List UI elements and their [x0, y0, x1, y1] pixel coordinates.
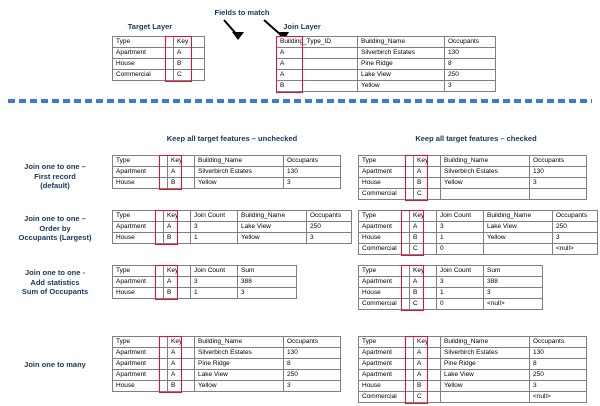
cell: A [174, 48, 205, 59]
table-header-row [113, 266, 297, 277]
table-row [359, 299, 543, 310]
cell: Silverbirch Estates [195, 348, 284, 359]
table-header-row [277, 37, 496, 48]
cell: Silverbirch Estates [441, 348, 530, 359]
table-row [359, 277, 543, 288]
cell: B [168, 178, 195, 189]
row-label-line: Order by [39, 223, 71, 233]
col-header: Type [113, 266, 164, 277]
col-header: Type [113, 156, 168, 167]
cell: A [168, 370, 195, 381]
cell: Apartment [359, 167, 414, 178]
table-row [277, 81, 496, 92]
cell: A [277, 70, 358, 81]
col-header: Occupants [307, 211, 352, 222]
cell: Apartment [113, 277, 164, 288]
cell: 1 [437, 233, 484, 244]
col-header: Key [164, 211, 191, 222]
table-row [113, 222, 352, 233]
cell: Lake View [238, 222, 307, 233]
cell: Commercial [113, 70, 174, 81]
col-header: Occupants [530, 337, 587, 348]
cell: B [164, 233, 191, 244]
cell: 130 [284, 167, 341, 178]
join-layer-label: Join Layer [283, 22, 321, 31]
col-header: Building_Name [441, 337, 530, 348]
table-header-row [359, 266, 543, 277]
column-header-checked: Keep all target features – checked [415, 134, 537, 143]
cell: Commercial [359, 392, 414, 403]
cell: Yellow [358, 81, 445, 92]
table-target [112, 36, 205, 81]
cell: Lake View [484, 222, 553, 233]
table-row [359, 381, 587, 392]
cell: 250 [307, 222, 352, 233]
cell: Apartment [113, 167, 168, 178]
cell: A [277, 48, 358, 59]
cell: 388 [484, 277, 543, 288]
cell: A [164, 277, 191, 288]
col-header: Type [113, 337, 168, 348]
table-row [359, 348, 587, 359]
cell: 3 [530, 381, 587, 392]
cell: House [359, 381, 414, 392]
cell: 0 [437, 299, 484, 310]
cell [484, 244, 553, 255]
cell: 3 [484, 288, 543, 299]
cell: A [414, 370, 441, 381]
col-header: Type [359, 156, 414, 167]
cell: 250 [553, 222, 598, 233]
row-label-line: Sum of Occupants [21, 287, 89, 296]
cell: Yellow [441, 178, 530, 189]
cell: C [414, 392, 441, 403]
col-header: Building_Name [484, 211, 553, 222]
table-header-row [113, 156, 341, 167]
target-layer-label: Target Layer [127, 22, 173, 31]
cell: A [414, 348, 441, 359]
col-header: Occupants [445, 37, 496, 48]
table-header-row [113, 337, 341, 348]
cell: B [414, 178, 441, 189]
cell: A [410, 222, 437, 233]
cell: House [113, 381, 168, 392]
cell: 1 [437, 288, 484, 299]
col-header: Building_Name [195, 337, 284, 348]
col-header: Building_Name [358, 37, 445, 48]
cell: Apartment [359, 348, 414, 359]
row-label-join-one-to-one-order-by [0, 214, 110, 243]
cell: B [410, 288, 437, 299]
cell: 130 [530, 167, 587, 178]
table-r2c2-wrap [358, 210, 598, 255]
col-header: Sum [238, 266, 297, 277]
col-header: Type [113, 211, 164, 222]
col-header: Key [168, 337, 195, 348]
col-header: Join Count [191, 266, 238, 277]
col-header: Building_Type_ID [277, 37, 358, 48]
table-header-row [359, 337, 587, 348]
col-header: Key [164, 266, 191, 277]
cell: Apartment [113, 348, 168, 359]
col-header: Type [113, 37, 174, 48]
cell: House [113, 178, 168, 189]
cell: 3 [284, 178, 341, 189]
table-r3c1 [112, 265, 297, 299]
table-row [359, 359, 587, 370]
row-label-join-one-to-one-first-record [2, 162, 108, 191]
cell: 8 [284, 359, 341, 370]
cell: Commercial [359, 189, 414, 200]
table-row [113, 167, 341, 178]
cell: 130 [445, 48, 496, 59]
cell: 1 [191, 233, 238, 244]
cell: House [359, 288, 410, 299]
cell: Apartment [359, 222, 410, 233]
cell: 3 [530, 178, 587, 189]
table-join [276, 36, 496, 92]
cell: 250 [445, 70, 496, 81]
table-row [359, 233, 598, 244]
cell: Lake View [195, 370, 284, 381]
col-header: Occupants [284, 156, 341, 167]
cell: 8 [530, 359, 587, 370]
cell: C [410, 244, 437, 255]
cell: 3 [437, 277, 484, 288]
table-r3c2 [358, 265, 543, 310]
cell: Apartment [113, 359, 168, 370]
col-header: Key [174, 37, 205, 48]
cell: Silverbirch Estates [441, 167, 530, 178]
table-r4c2 [358, 336, 587, 403]
col-header: Join Count [191, 211, 238, 222]
cell: Yellow [238, 233, 307, 244]
cell [530, 189, 587, 200]
col-header: Occupants [284, 337, 341, 348]
table-row [113, 348, 341, 359]
row-label-join-one-to-many: Join one to many [24, 360, 86, 369]
cell: <null> [530, 392, 587, 403]
row-label-line: Occupants (Largest) [18, 233, 92, 242]
table-row [113, 370, 341, 381]
col-header: Sum [484, 266, 543, 277]
cell: 3 [553, 233, 598, 244]
cell: Commercial [359, 244, 410, 255]
cell: Apartment [113, 370, 168, 381]
row-label-line: Add statistics [30, 277, 80, 287]
row-label-line: (default) [40, 181, 70, 190]
cell: House [359, 233, 410, 244]
cell: 250 [284, 370, 341, 381]
cell: B [410, 233, 437, 244]
cell [441, 392, 530, 403]
cell: House [359, 178, 414, 189]
table-r2c2 [358, 210, 598, 255]
cell: Pine Ridge [195, 359, 284, 370]
table-row [359, 222, 598, 233]
cell: A [410, 277, 437, 288]
cell: B [168, 381, 195, 392]
col-header: Key [410, 211, 437, 222]
cell: 130 [284, 348, 341, 359]
cell: 3 [191, 277, 238, 288]
cell: A [168, 359, 195, 370]
row-label-join-one-to-one-add-statistics [0, 268, 110, 297]
cell: 388 [238, 277, 297, 288]
cell: C [174, 70, 205, 81]
cell: 8 [445, 59, 496, 70]
cell: 3 [238, 288, 297, 299]
join-layer-table [276, 36, 496, 92]
row-label-line: Join one to one - [25, 268, 85, 277]
table-row [113, 359, 341, 370]
cell: <null> [553, 244, 598, 255]
col-header: Building_Name [238, 211, 307, 222]
section-divider [8, 99, 592, 103]
table-row [277, 59, 496, 70]
table-row [113, 178, 341, 189]
col-header: Type [359, 211, 410, 222]
table-header-row [359, 156, 587, 167]
cell: House [113, 288, 164, 299]
cell: B [277, 81, 358, 92]
col-header: Key [414, 156, 441, 167]
cell: A [277, 59, 358, 70]
cell: A [414, 167, 441, 178]
table-row [359, 244, 598, 255]
col-header: Type [359, 266, 410, 277]
col-header: Key [168, 156, 195, 167]
cell: 130 [530, 348, 587, 359]
cell: B [164, 288, 191, 299]
cell: 3 [437, 222, 484, 233]
cell: Apartment [359, 277, 410, 288]
col-header: Occupants [530, 156, 587, 167]
cell: 3 [284, 381, 341, 392]
table-header-row [359, 211, 598, 222]
target-layer-table [112, 36, 205, 81]
col-header: Type [359, 337, 414, 348]
table-r1c1 [112, 155, 341, 189]
cell: 250 [530, 370, 587, 381]
cell: Yellow [441, 381, 530, 392]
cell: Yellow [484, 233, 553, 244]
table-row [113, 48, 205, 59]
row-label-line: Join one to one – [24, 214, 86, 223]
table-header-row [113, 37, 205, 48]
cell: 1 [191, 288, 238, 299]
table-row [359, 370, 587, 381]
cell: <null> [484, 299, 543, 310]
table-header-row [113, 211, 352, 222]
table-r3c2-wrap [358, 265, 543, 310]
cell: Silverbirch Estates [195, 167, 284, 178]
table-r4c1-wrap [112, 336, 341, 392]
table-row [113, 70, 205, 81]
cell: Apartment [113, 48, 174, 59]
cell: A [168, 348, 195, 359]
table-r3c1-wrap [112, 265, 297, 299]
cell: Yellow [195, 178, 284, 189]
col-header: Occupants [553, 211, 598, 222]
cell: House [113, 59, 174, 70]
cell: B [174, 59, 205, 70]
table-row [113, 288, 297, 299]
col-header: Key [414, 337, 441, 348]
cell: Pine Ridge [358, 59, 445, 70]
cell: Silverbirch Estates [358, 48, 445, 59]
cell: 3 [307, 233, 352, 244]
cell: House [113, 233, 164, 244]
cell: Apartment [359, 359, 414, 370]
table-row [113, 59, 205, 70]
cell: 3 [445, 81, 496, 92]
cell: B [414, 381, 441, 392]
table-row [113, 277, 297, 288]
column-header-unchecked: Keep all target features – unchecked [166, 134, 298, 143]
row-label-line: First record [34, 171, 76, 181]
cell: 0 [437, 244, 484, 255]
cell: C [410, 299, 437, 310]
table-row [359, 167, 587, 178]
table-r1c2-wrap [358, 155, 587, 200]
cell: Commercial [359, 299, 410, 310]
table-row [113, 381, 341, 392]
table-row [113, 233, 352, 244]
col-header: Join Count [437, 266, 484, 277]
table-r2c1 [112, 210, 352, 244]
cell: Lake View [441, 370, 530, 381]
cell: Apartment [359, 370, 414, 381]
cell: Apartment [113, 222, 164, 233]
cell [441, 189, 530, 200]
row-label-line: Join one to one – [24, 162, 86, 171]
table-r2c1-wrap [112, 210, 352, 244]
table-r4c2-wrap [358, 336, 587, 403]
cell: A [414, 359, 441, 370]
table-r4c1 [112, 336, 341, 392]
table-row [277, 48, 496, 59]
cell: Yellow [195, 381, 284, 392]
table-r1c2 [358, 155, 587, 200]
col-header: Building_Name [195, 156, 284, 167]
fields-to-match-label: Fields to match [214, 8, 270, 17]
table-row [359, 178, 587, 189]
col-header: Key [410, 266, 437, 277]
table-row [359, 392, 587, 403]
cell: A [164, 222, 191, 233]
col-header: Building_Name [441, 156, 530, 167]
col-header: Join Count [437, 211, 484, 222]
table-row [277, 70, 496, 81]
table-r1c1-wrap [112, 155, 341, 189]
cell: 3 [191, 222, 238, 233]
cell: Pine Ridge [441, 359, 530, 370]
cell: C [414, 189, 441, 200]
cell: Lake View [358, 70, 445, 81]
table-row [359, 189, 587, 200]
table-row [359, 288, 543, 299]
cell: A [168, 167, 195, 178]
